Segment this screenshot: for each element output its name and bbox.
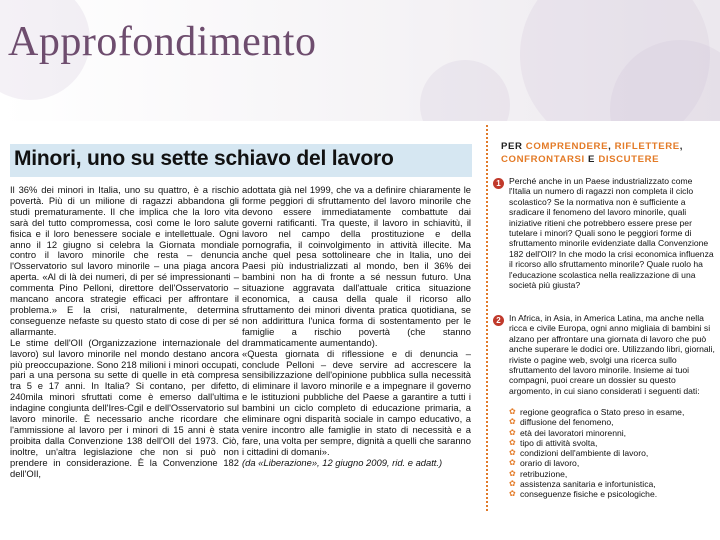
list-item-text: conseguenze fisiche e psicologiche.	[520, 489, 658, 500]
flower-bullet-icon: ✿	[509, 458, 516, 468]
flower-bullet-icon: ✿	[509, 437, 516, 447]
question-1-text: Perché anche in un Paese industrializzato come l'Italia un numero di ragazzi non completa il ciclo scolastico? Se la normativa non è sufficiente a sradicare il fenomeno del lavoro minorile, quali iniziative ritieni che potrebbero essere prese per tutelare i minori? Quali sono le peggiori forme di sfruttamento minorile evidenziate dalla Convenzione 182 dell'OIl? In che modo la crisi economica influenza il ricorso allo sfruttamento minorile? Quale ruolo ha l'educazione scolastica nella realizzazione di una società più giusta?	[509, 176, 714, 291]
list-item	[509, 479, 715, 489]
sidebar-header-highlight: COMPRENDERE	[525, 141, 609, 152]
list-item-text: età dei lavoratori minorenni,	[520, 427, 627, 438]
list-item-text: orario di lavoro,	[520, 458, 580, 469]
flower-bullet-icon: ✿	[509, 448, 516, 458]
flower-bullet-icon: ✿	[509, 427, 516, 437]
list-item-text: retribuzione,	[520, 468, 568, 479]
slide-footer-band	[0, 512, 720, 540]
article-column-b	[242, 185, 471, 469]
list-item	[509, 448, 715, 458]
sidebar-header	[501, 140, 683, 166]
list-item-text: diffusione del fenomeno,	[520, 417, 614, 428]
sidebar-header-part: E	[584, 154, 599, 165]
sidebar-header-part: PER	[501, 141, 526, 152]
article-headline: Minori, uno su sette schiavo del lavoro	[14, 147, 394, 170]
question-2-text: In Africa, in Asia, in America Latina, ma anche nella ricca e civile Europa, ogni anno migliaia di bambini si alzano per affrontare una giornata di lavoro che può anche superare le dodici ore. Utilizzando libri, giornali, riviste o pagine web, svolgi una ricerca sullo sfruttamento del lavoro minorile. Insieme ai tuoi compagni, puoi creare un dossier su questo argomento, in cui siano considerati i seguenti dati:	[509, 313, 715, 396]
question-number-badge: 1	[493, 178, 504, 189]
flower-bullet-icon: ✿	[509, 417, 516, 427]
data-list	[509, 407, 715, 500]
list-item	[509, 428, 715, 438]
sidebar-header-highlight: CONFRONTARSI	[501, 154, 585, 165]
sidebar-header-highlight: DISCUTERE	[598, 154, 660, 165]
question-number-badge: 2	[493, 315, 504, 326]
sidebar-header-part: ,	[679, 141, 684, 152]
article-paragraph: adottata già nel 1999, che va a definire chiaramente le forme peggiori di sfruttamento del lavoro minorile che devono essere immediatamente combattute dai governi ratificanti. Tra queste, il lavoro in schiavitù, il lavoro nel campo della prostituzione e della pornografia, il coinvolgimento in attività illecite. Ma anche quel pesa sottolineare che in Italia, uno dei Paesi più industrializzati al mondo, ben il 36% dei bambini non ha di fronte a sé nessun futuro. Una situazione aggravata dall'attuale critica situazione economica, a causa della quale il ricorso allo sfruttamento dei minori diventa pratica quotidiana, se non addirittura l'unica forma di sostentamento per le famiglie a rischio povertà (che stanno drammaticamente aumentando).	[242, 184, 471, 348]
article-main	[10, 121, 472, 512]
article-paragraph: Le stime dell'OIl (Organizzazione internazionale del lavoro) sul lavoro minorile nel mondo destano ancora più preoccupazione. Sono 218 milioni i minori occupati, pari a una persona su sette di quelle in età compresa tra 5 e 17 anni. In Italia? Si contano, per difetto, 240mila minori sfruttati come è emerso dall'ultima indagine congiunta dell'Ires-Cgil e dell'Osservatorio sul lavoro minorile. È necessario anche ricordare che l'ammissione al lavoro per i minori di 15 anni è stata proibita dalla Convenzione 138 dell'OIl del 1973. Ciò, inoltre, un'altra legislazione che non si può non prendere in considerazione. È la Convenzione 182 dell'OIl,	[10, 336, 239, 479]
article-credit: (da «Liberazione», 12 giugno 2009, rid. e adatt.)	[242, 456, 443, 468]
flower-bullet-icon: ✿	[509, 479, 516, 489]
list-item	[509, 469, 715, 479]
sidebar-header-highlight: RIFLETTERE	[614, 141, 680, 152]
list-item	[509, 458, 715, 468]
article-image	[0, 121, 720, 512]
list-item	[509, 489, 715, 499]
flower-bullet-icon: ✿	[509, 468, 516, 478]
article-paragraph: Il 36% dei minori in Italia, uno su quattro, è a rischio povertà. Più di un milione di ragazzi abbandona gli studi prematuramente. Il che implica che la loro vita sarà del tutto compromessa, così come le loro salute fisica e il loro benessere sociale e intellettuale. Ogni anno il 12 giugno si celebra la Giornata mondiale contro il lavoro minorile che resta – denuncia l'Osservatorio sul lavoro minorile – una piaga ancora aperta. «Al di là dei numeri, di per sé impressionanti – commenta Pino Pelloni, direttore dell'Osservatorio – mancano ancora strategie efficaci per affrontare il problema.» E la crisi, naturalmente, determina conseguenze nefaste su questo stato di cose di per sé allarmante.	[10, 184, 239, 337]
sidebar-questions	[493, 121, 715, 512]
article-column-a	[10, 185, 239, 479]
list-item	[509, 438, 715, 448]
list-item-text: regione geografica o Stato preso in esame,	[520, 407, 685, 417]
flower-bullet-icon: ✿	[509, 407, 516, 416]
list-item-text: condizioni dell'ambiente di lavoro,	[520, 448, 649, 459]
list-item	[509, 407, 715, 417]
sidebar-header-part: ,	[608, 141, 615, 152]
flower-bullet-icon: ✿	[509, 489, 516, 499]
list-item-text: tipo di attività svolta,	[520, 437, 598, 448]
article-paragraph: «Questa giornata di riflessione e di denuncia – conclude Pelloni – deve servire ad accrescere la sensibilizzazione dell'opinione pubblica sulla necessità di eliminare il lavoro minorile e a impegnare il governo e le istituzioni pubbliche del Paese a garantire a tutti i bambini un ciclo completo di educazione primaria, a eliminare ogni disparità sociale in campo educativo, a venire incontro alle famiglie in stato di necessità e a fare, una volta per sempre, dignità a quelli che saranno i cittadini di domani».	[242, 347, 471, 457]
list-item-text: assistenza sanitaria e infortunistica,	[520, 479, 656, 490]
headline-bar	[10, 144, 472, 177]
slide-title: Approfondimento	[8, 19, 317, 65]
list-item	[509, 417, 715, 427]
column-divider	[486, 125, 488, 512]
